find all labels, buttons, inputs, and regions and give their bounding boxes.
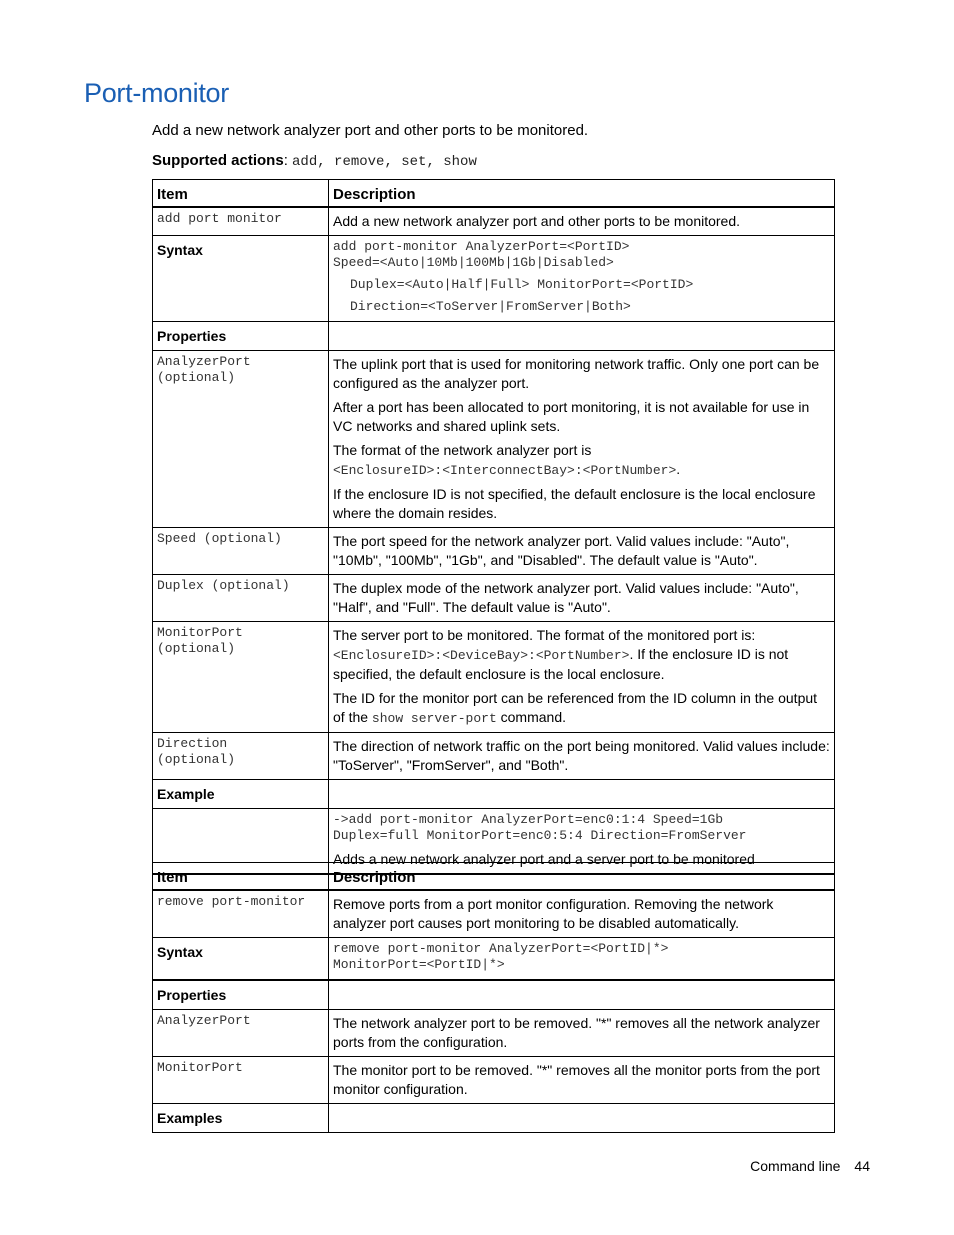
table-row	[153, 207, 835, 236]
syntax-block	[329, 938, 835, 981]
syntax-line: Duplex=<Auto|Half|Full> MonitorPort=<PortID>	[350, 277, 694, 292]
footer-section: Command line	[750, 1158, 841, 1174]
property-description: The network analyzer port to be removed. "*" removes all the network analyzer ports from the configuration.	[329, 1010, 835, 1057]
table-row	[153, 528, 835, 575]
syntax-block	[329, 236, 835, 322]
supported-actions-list: add, remove, set, show	[292, 154, 477, 170]
property-name: AnalyzerPort	[157, 354, 251, 369]
syntax-line: MonitorPort=<PortID|*>	[333, 957, 505, 972]
table-row	[153, 938, 835, 981]
property-name: (optional)	[157, 370, 236, 385]
table-header-description: Description	[329, 180, 835, 208]
property-name: Duplex (optional)	[157, 578, 290, 593]
property-name: MonitorPort	[157, 625, 243, 640]
properties-label: Properties	[153, 980, 329, 1010]
property-name: Speed (optional)	[157, 531, 282, 546]
property-description: The duplex mode of the network analyzer port. Valid values include: "Auto", "Half", and "Full". The default value is "Auto".	[329, 575, 835, 622]
property-description: The port speed for the network analyzer port. Valid values include: "Auto", "10Mb", "100Mb", "1Gb", and "Disabled". The default value is "Auto".	[329, 528, 835, 575]
item-command: add port monitor	[157, 211, 282, 226]
syntax-line: Speed=<Auto|10Mb|100Mb|1Gb|Disabled>	[333, 255, 614, 270]
table-row	[153, 236, 835, 322]
table-row	[153, 575, 835, 622]
table-row	[153, 351, 835, 528]
property-description: The direction of network traffic on the port being monitored. Valid values include: "ToServer", "FromServer", and "Both".	[329, 733, 835, 780]
item-description: Add a new network analyzer port and other ports to be monitored.	[329, 207, 835, 236]
example-label: Example	[153, 780, 329, 809]
syntax-line: Direction=<ToServer|FromServer|Both>	[350, 299, 631, 314]
table-row	[153, 1010, 835, 1057]
page-footer	[750, 1158, 870, 1174]
page-number: 44	[854, 1158, 870, 1174]
remove-port-monitor-table	[152, 862, 835, 1133]
table-row	[153, 322, 835, 351]
syntax-line: add port-monitor AnalyzerPort=<PortID>	[333, 239, 630, 254]
item-command: remove port-monitor	[157, 894, 306, 909]
table-row	[153, 1057, 835, 1104]
property-name: (optional)	[157, 641, 236, 656]
property-name: (optional)	[157, 752, 236, 767]
property-description: The uplink port that is used for monitoring network traffic. Only one port can be configured as the analyzer port. After a port has been allocated to port monitoring, it is not available for use in VC networks and shared uplink sets. The format of the network analyzer port is <EnclosureID>:<InterconnectBay>:<PortNumber>. If the enclosure ID is not specified, the default enclosure is the local enclosure where the domain resides.	[329, 351, 835, 528]
property-name: MonitorPort	[157, 1060, 243, 1075]
table-header-item: Item	[153, 180, 329, 208]
example-line: ->add port-monitor AnalyzerPort=enc0:1:4 Speed=1Gb	[333, 812, 724, 827]
property-name: Direction	[157, 736, 228, 751]
table-row	[153, 980, 835, 1010]
table-row	[153, 890, 835, 938]
table-row	[153, 1104, 835, 1133]
intro-text: Add a new network analyzer port and other ports to be monitored.	[152, 122, 589, 139]
syntax-line: remove port-monitor AnalyzerPort=<PortID|*>	[333, 941, 669, 956]
table-row	[153, 733, 835, 780]
example-description: Adds a new network analyzer port and a server port to be monitored	[333, 851, 755, 867]
table-header-item: Item	[153, 863, 329, 891]
properties-label: Properties	[153, 322, 329, 351]
table-row	[153, 780, 835, 809]
example-line: Duplex=full MonitorPort=enc0:5:4 Direction=FromServer	[333, 828, 747, 843]
supported-actions: Supported actions: add, remove, set, show	[152, 152, 477, 170]
property-description: The server port to be monitored. The format of the monitored port is: <EnclosureID>:<DeviceBay>:<PortNumber>. If the enclosure ID is not specified, the default enclosure is the local enclosure. The ID for the monitor port can be referenced from the ID column in the output of the show server-port command.	[329, 622, 835, 733]
syntax-label: Syntax	[153, 938, 329, 981]
add-port-monitor-table	[152, 179, 835, 875]
syntax-label: Syntax	[153, 236, 329, 322]
examples-label: Examples	[153, 1104, 329, 1133]
property-name: AnalyzerPort	[157, 1013, 251, 1028]
item-description: Remove ports from a port monitor configuration. Removing the network analyzer port causes port monitoring to be disabled automatically.	[329, 890, 835, 938]
supported-actions-label: Supported actions	[152, 152, 284, 169]
property-description: The monitor port to be removed. "*" removes all the monitor ports from the port monitor configuration.	[329, 1057, 835, 1104]
table-row	[153, 622, 835, 733]
page-title: Port-monitor	[84, 78, 229, 108]
table-header-description: Description	[329, 863, 835, 891]
